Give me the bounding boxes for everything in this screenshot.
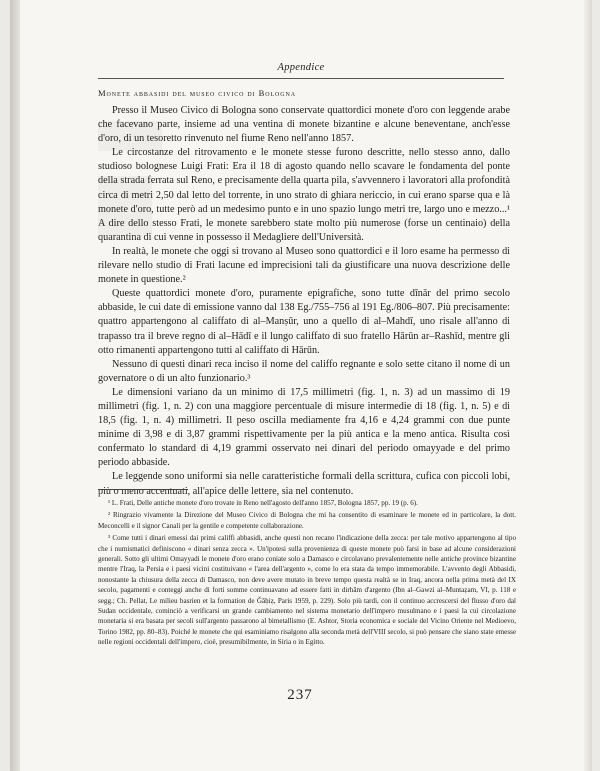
body-text bbox=[98, 104, 510, 499]
paragraph-4: Queste quattordici monete d'oro, puramente epigrafiche, sono tutte dīnār del primo secolo abbaside, le cui date di emissione vanno dal 138 Eg./755–756 al 191 Eg./806–807. Più precisamente: quattro appartengono al califfato di al–Manṣūr, uno a quello di al–Mahdī, uno risale all'anno di trapasso tra il breve regno di al–Hādī e il lungo califfato di suo fratello Hārūn ar–Rashīd, mentre gli otto rimanenti appartengono tutti al califfato di Hārūn. bbox=[98, 288, 510, 356]
paragraph-5: Nessuno di questi dinari reca inciso il nome del califfo regnante e solo sette citano il nome di un governatore o di un alto funzionario.³ bbox=[98, 358, 510, 384]
footnote-1: ¹ L. Frati, Delle antiche monete d'oro trovate in Reno nell'agosto dell'anno 1857, Bologna 1857, pp. 19 (p. 6). bbox=[108, 499, 418, 507]
footnote-2: ² Ringrazio vivamente la Direzione del Museo Civico di Bologna che mi ha consentito di esaminare le monete ed in particolare, la dott. Meconcelli e il signor Canali per la gentile e competente collaborazione. bbox=[98, 511, 516, 530]
paragraph-3: In realtà, le monete che oggi si trovano al Museo sono quattordici e il loro esame ha permesso di rilevare nello studio di Frati lacune ed imprecisioni tali da giustificare una nuova descrizione delle monete in questione.² bbox=[98, 245, 510, 286]
footnotes bbox=[98, 498, 516, 650]
header-rule bbox=[98, 78, 504, 79]
paragraph-1: Presso il Museo Civico di Bologna sono conservate quattordici monete d'oro con leggende arabe che facevano parte, insieme ad una ventina di monete bizantine e alcune beneventane, anch'esse d'oro, di un tesoretto rinvenuto nel fiume Reno nell'anno 1857. bbox=[98, 105, 510, 145]
paragraph-6: Le dimensioni variano da un minimo di 17,5 millimetri (fig. 1, n. 3) ad un massimo di 19 millimetri (fig. 1, n. 2) con una maggiore percentuale di misure intermedie di 18 (fig. 1, n. 5) e di 18,5 (fig. 1, n. 4) millimetri. Il peso oscilla mediamente fra 4,16 e 4,24 grammi con due punte minime di 3,98 e di 3,87 grammi rispettivamente per la più antica e la meno antica. Risulta così confermato lo standard di 4,19 grammi osservato nei dinari del periodo omayyade e del primo periodo abbaside. bbox=[98, 386, 510, 469]
footnote-3: ³ Come tutti i dinari emessi dai primi califfi abbasidi, anche questi non recano l'indicazione della zecca: per tale motivo appartengono al tipo che i numismatici definiscono « dinari senza zecca ». Un'ipotesi sulla provenienza di queste monete può farsi in base ad alcune considerazioni generali. Sotto gli ultimi Omayyadi le monete d'oro erano coniate solo a Damasco e circolavano prevalentemente nelle antiche province bizantine mentre l'Iraq, la Persia e i paesi vicini costituivano « l'area dell'argento », come lo era stata da tempo immemorabile. L'avvento degli Abbasidi, nonostante la chiusura della zecca di Damasco, non deve avere mutato in breve tempo questa realtà se in Iraq, ancora nella prima metà del IX secolo, pagamenti e conteggi anche di forti somme continuavano ad essere fatti in dirhām d'argento (Ibn al–Gawzi al–Muntaẓam, VI, p. 118 e segg.; Ch. Pellat, Le milieu basrien et la formation de Ǧāḥiẓ, Paris 1959, p. 229). Solo più tardi, con il continuo accrescersi del flusso d'oro dal Sudan occidentale, cominciò a verificarsi un grande cambiamento nel sistema monetario dell'impero musulmano e i paesi la cui circolazione monetaria si era basata per secoli sull'argento passarono al bimetallismo (E. Ashtor, Storia economica e sociale del Vicino Oriente nel Medioevo, Torino 1982, pp. 80–83). Poiché le monete che qui esaminiamo risalgono alla seconda metà dell'VIII secolo, si può pensare che siano state emesse nelle regioni occidentali dell'impero, cioè, presumibilmente, in Siria o in Egitto. bbox=[98, 534, 516, 647]
page-edge bbox=[584, 0, 592, 771]
page-number: 237 bbox=[287, 687, 313, 703]
paragraph-2: Le circostanze del ritrovamento e le monete stesse furono descritte, nello stesso anno, dallo studioso bolognese Luigi Frati: Era il 18 di agosto quando nello scavare le fondamenta del ponte della strada ferrata sul Reno, e precisamente della quarta pila, s'avvennero i lavoratori alla profondità circa di metri 2,50 dal letto del torrente, in uno strato di ghiara nericcio, in cui erano sparse qua e là monete d'oro, tutte però ad un medesimo punto e in uno spazio lungo metri tre, largo uno e mezzo...¹ A dire dello stesso Frati, le monete sarebbero state molto più numerose (forse un centinaio) della quarantina di cui venne in possesso il Medagliere dell'Università. bbox=[98, 147, 510, 243]
section-title: Monete abbasidi del museo civico di Bologna bbox=[98, 88, 296, 98]
footnote-rule bbox=[98, 489, 188, 490]
paragraph-7: Le leggende sono uniformi sia nelle caratteristiche formali della scrittura, cufica con piccoli lobi, più o meno accentuati, all'apice delle lettere, sia nel contenuto. bbox=[98, 471, 510, 497]
binding-shadow bbox=[10, 0, 20, 771]
running-header: Appendice bbox=[277, 62, 325, 73]
